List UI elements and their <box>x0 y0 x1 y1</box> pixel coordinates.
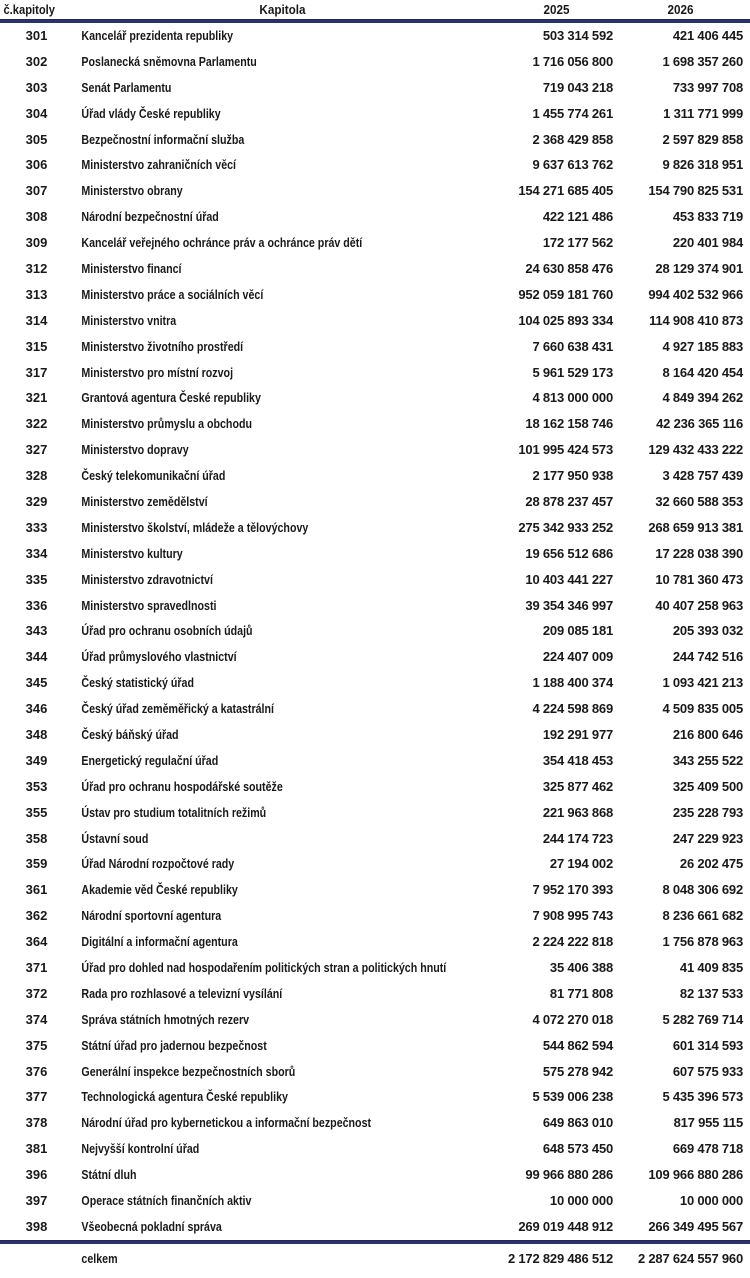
table-row <box>0 852 750 878</box>
table-row <box>0 1085 750 1111</box>
chapter-number-cell: 328 <box>25 468 48 484</box>
table-row <box>0 385 750 411</box>
value-2025-cell: 7 952 170 393 <box>532 882 613 898</box>
value-2026-cell: 8 164 420 454 <box>662 364 743 380</box>
chapter-number-cell: 353 <box>25 778 48 794</box>
chapter-name-cell: Správa státních hmotných rezerv <box>81 1011 250 1027</box>
chapter-number-cell: 312 <box>25 260 48 276</box>
chapter-number-cell: 355 <box>25 804 48 820</box>
chapter-name-cell: Úřad Národní rozpočtové rady <box>81 856 235 872</box>
total-value-2025: 2 172 829 486 512 <box>507 1250 613 1266</box>
table-body <box>0 23 750 1240</box>
value-2025-cell: 28 878 237 457 <box>525 493 613 509</box>
value-2025-cell: 9 637 613 762 <box>532 157 613 173</box>
chapter-name-cell: Senát Parlamentu <box>81 79 172 95</box>
table-row <box>0 308 750 334</box>
table-row <box>0 23 750 49</box>
value-2026-cell: 244 742 516 <box>672 649 743 665</box>
value-2026-cell: 42 236 365 116 <box>656 416 743 432</box>
chapter-name-cell: Úřad pro dohled nad hospodařením politických stran a politických hnutí <box>81 960 447 975</box>
value-2025-cell: 544 862 594 <box>542 1037 613 1053</box>
chapter-name-cell: Ministerstvo kultury <box>81 545 183 561</box>
value-2025-cell: 952 059 181 760 <box>518 286 613 302</box>
chapter-name-cell: Český statistický úřad <box>81 675 194 691</box>
chapter-number-cell: 371 <box>25 960 48 975</box>
chapter-name-cell: Státní úřad pro jadernou bezpečnost <box>81 1037 267 1053</box>
chapter-number-cell: 344 <box>25 649 48 665</box>
value-2026-cell: 220 401 984 <box>672 235 743 251</box>
total-value-2026: 2 287 624 557 960 <box>637 1250 743 1266</box>
value-2026-cell: 10 781 360 473 <box>655 571 743 587</box>
value-2026-cell: 268 659 913 381 <box>648 519 743 535</box>
chapter-number-cell: 335 <box>25 571 48 587</box>
value-2025-cell: 5 539 006 238 <box>532 1089 613 1105</box>
chapter-number-cell: 304 <box>25 105 48 121</box>
value-2026-cell: 4 509 835 005 <box>662 701 743 717</box>
table-row <box>0 489 750 515</box>
table-row <box>0 1059 750 1085</box>
value-2025-cell: 221 963 868 <box>542 804 613 820</box>
chapter-name-cell: Národní bezpečnostní úřad <box>81 209 219 225</box>
chapter-name-cell: Národní sportovní agentura <box>81 908 222 924</box>
table-row <box>0 463 750 489</box>
table-row <box>0 178 750 204</box>
chapter-name-cell: Úřad pro ochranu hospodářské soutěže <box>81 778 283 794</box>
chapter-name-cell: Úřad průmyslového vlastnictví <box>81 649 237 665</box>
chapter-name-cell: Ministerstvo zemědělství <box>81 493 208 509</box>
value-2026-cell: 205 393 032 <box>672 623 743 639</box>
value-2025-cell: 1 716 056 800 <box>532 53 613 69</box>
chapter-number-cell: 315 <box>25 338 48 354</box>
chapter-number-cell: 348 <box>25 726 48 742</box>
value-2026-cell: 5 435 396 573 <box>662 1089 743 1105</box>
chapter-number-cell: 336 <box>25 597 48 613</box>
value-2025-cell: 104 025 893 334 <box>518 312 613 328</box>
chapter-name-cell: Bezpečnostní informační služba <box>81 131 245 147</box>
value-2026-cell: 10 000 000 <box>679 1193 743 1209</box>
chapter-number-cell: 362 <box>25 908 48 924</box>
chapter-name-cell: Ministerstvo průmyslu a obchodu <box>81 416 252 432</box>
value-2025-cell: 422 121 486 <box>542 209 613 225</box>
value-2025-cell: 269 019 448 912 <box>518 1218 613 1234</box>
chapter-number-cell: 308 <box>25 209 48 225</box>
value-2025-cell: 648 573 450 <box>542 1141 613 1157</box>
chapter-name-cell: Kancelář veřejného ochránce práv a ochránce práv dětí <box>81 235 363 251</box>
chapter-number-cell: 309 <box>25 235 48 251</box>
chapter-name-cell: Akademie věd České republiky <box>81 882 238 898</box>
chapter-number-cell: 321 <box>25 390 48 406</box>
chapter-name-cell: Ústav pro studium totalitních režimů <box>81 804 267 820</box>
chapter-name-cell: Národní úřad pro kybernetickou a informační bezpečnost <box>81 1115 372 1131</box>
table-row <box>0 411 750 437</box>
chapter-number-cell: 381 <box>25 1141 48 1157</box>
chapter-number-cell: 343 <box>25 623 48 639</box>
chapter-name-cell: Ministerstvo životního prostředí <box>81 338 244 354</box>
value-2026-cell: 601 314 593 <box>672 1037 743 1053</box>
chapter-number-cell: 398 <box>25 1218 48 1234</box>
value-2025-cell: 5 961 529 173 <box>532 364 613 380</box>
table-row <box>0 334 750 360</box>
chapter-number-cell: 303 <box>25 79 48 95</box>
value-2026-cell: 1 698 357 260 <box>662 53 743 69</box>
value-2025-cell: 7 660 638 431 <box>532 338 613 354</box>
table-row <box>0 1033 750 1059</box>
table-row <box>0 282 750 308</box>
table-row <box>0 696 750 722</box>
value-2026-cell: 1 311 771 999 <box>663 105 743 121</box>
table-row <box>0 955 750 981</box>
value-2025-cell: 4 813 000 000 <box>532 390 613 406</box>
chapter-number-cell: 346 <box>25 701 48 717</box>
chapter-number-cell: 396 <box>25 1167 48 1183</box>
chapter-name-cell: Ministerstvo pro místní rozvoj <box>81 364 234 380</box>
chapter-number-cell: 361 <box>25 882 48 898</box>
table-row <box>0 152 750 178</box>
chapter-number-cell: 345 <box>25 675 48 691</box>
value-2025-cell: 275 342 933 252 <box>518 519 613 535</box>
table-row <box>0 929 750 955</box>
table-row <box>0 1007 750 1033</box>
value-2026-cell: 235 228 793 <box>672 804 743 820</box>
chapter-name-cell: Ministerstvo dopravy <box>81 442 189 458</box>
value-2026-cell: 26 202 475 <box>679 856 743 872</box>
chapter-name-cell: Ministerstvo zahraničních věcí <box>81 157 237 173</box>
chapter-name-cell: Ministerstvo spravedlnosti <box>81 597 217 613</box>
chapter-number-cell: 377 <box>25 1089 48 1105</box>
table-row <box>0 877 750 903</box>
value-2025-cell: 2 368 429 858 <box>532 131 613 147</box>
value-2025-cell: 39 354 346 997 <box>525 597 613 613</box>
chapter-number-cell: 359 <box>25 856 48 872</box>
value-2026-cell: 266 349 495 567 <box>648 1218 743 1234</box>
chapter-number-cell: 327 <box>25 442 48 458</box>
chapter-name-cell: Ministerstvo zdravotnictví <box>81 571 213 587</box>
value-2026-cell: 3 428 757 439 <box>662 468 743 484</box>
table-row <box>0 204 750 230</box>
value-2026-cell: 733 997 708 <box>672 79 743 95</box>
value-2026-cell: 2 597 829 858 <box>662 131 743 147</box>
value-2026-cell: 114 908 410 873 <box>649 312 743 328</box>
chapter-number-cell: 397 <box>25 1193 48 1209</box>
value-2026-cell: 1 093 421 213 <box>662 675 743 691</box>
chapter-number-cell: 307 <box>25 183 48 199</box>
chapter-name-cell: Kancelář prezidenta republiky <box>81 27 234 43</box>
value-2025-cell: 2 177 950 938 <box>532 468 613 484</box>
value-2025-cell: 172 177 562 <box>542 235 613 251</box>
chapter-number-cell: 376 <box>25 1063 48 1079</box>
chapter-name-cell: Technologická agentura České republiky <box>81 1089 288 1105</box>
value-2025-cell: 19 656 512 686 <box>525 545 613 561</box>
value-2026-cell: 994 402 532 966 <box>648 286 743 302</box>
value-2026-cell: 82 137 533 <box>679 985 743 1001</box>
value-2026-cell: 129 432 433 222 <box>648 442 743 458</box>
header-year-2025: 2025 <box>543 2 570 17</box>
value-2026-cell: 28 129 374 901 <box>655 260 743 276</box>
chapter-number-cell: 305 <box>25 131 48 147</box>
chapter-number-cell: 349 <box>25 752 48 768</box>
chapter-name-cell: Ústavní soud <box>81 830 149 846</box>
chapter-name-cell: Český báňský úřad <box>81 726 179 742</box>
table-row <box>0 644 750 670</box>
value-2025-cell: 224 407 009 <box>542 649 613 665</box>
chapter-number-cell: 329 <box>25 493 48 509</box>
chapter-name-cell: Všeobecná pokladní správa <box>81 1218 222 1234</box>
value-2025-cell: 27 194 002 <box>549 856 613 872</box>
value-2025-cell: 325 877 462 <box>542 778 613 794</box>
table-row <box>0 1214 750 1240</box>
header-chapter-name: Kapitola <box>259 2 306 17</box>
chapter-name-cell: Energetický regulační úřad <box>81 752 219 768</box>
value-2026-cell: 8 048 306 692 <box>662 882 743 898</box>
table-row <box>0 75 750 101</box>
chapter-name-cell: Ministerstvo školství, mládeže a tělovýchovy <box>81 519 309 535</box>
chapter-name-cell: Český telekomunikační úřad <box>81 468 226 484</box>
table-row <box>0 49 750 75</box>
chapter-name-cell: Ministerstvo obrany <box>81 183 183 199</box>
chapter-number-cell: 374 <box>25 1011 48 1027</box>
table-row <box>0 515 750 541</box>
chapter-name-cell: Úřad vlády České republiky <box>81 105 221 121</box>
chapter-name-cell: Poslanecká sněmovna Parlamentu <box>81 53 257 69</box>
chapter-number-cell: 375 <box>25 1037 48 1053</box>
value-2025-cell: 649 863 010 <box>542 1115 613 1131</box>
chapter-number-cell: 317 <box>25 364 48 380</box>
value-2026-cell: 817 955 115 <box>673 1115 743 1131</box>
value-2025-cell: 7 908 995 743 <box>532 908 613 924</box>
total-label: celkem <box>81 1250 118 1266</box>
value-2025-cell: 719 043 218 <box>542 79 613 95</box>
value-2026-cell: 41 409 835 <box>679 960 743 975</box>
table-row <box>0 1162 750 1188</box>
value-2025-cell: 4 072 270 018 <box>532 1011 613 1027</box>
chapter-name-cell: Operace státních finančních aktiv <box>81 1193 252 1209</box>
value-2025-cell: 81 771 808 <box>549 985 613 1001</box>
table-row <box>0 127 750 153</box>
chapter-name-cell: Úřad pro ochranu osobních údajů <box>81 623 253 639</box>
chapter-number-cell: 378 <box>25 1115 48 1131</box>
table-row <box>0 541 750 567</box>
chapter-name-cell: Digitální a informační agentura <box>81 934 238 950</box>
table-row <box>0 437 750 463</box>
chapter-number-cell: 364 <box>25 934 48 950</box>
chapter-name-cell: Státní dluh <box>81 1167 137 1183</box>
value-2026-cell: 5 282 769 714 <box>662 1011 743 1027</box>
value-2025-cell: 10 000 000 <box>549 1193 613 1209</box>
table-row <box>0 1110 750 1136</box>
header-year-2026: 2026 <box>667 2 694 17</box>
table-row <box>0 722 750 748</box>
value-2026-cell: 154 790 825 531 <box>648 183 743 199</box>
table-row <box>0 230 750 256</box>
chapter-name-cell: Nejvyšší kontrolní úřad <box>81 1141 200 1157</box>
value-2025-cell: 10 403 441 227 <box>525 571 613 587</box>
table-row <box>0 360 750 386</box>
total-row <box>0 1244 750 1274</box>
value-2026-cell: 1 756 878 963 <box>662 934 743 950</box>
table-row <box>0 101 750 127</box>
chapter-number-cell: 334 <box>25 545 48 561</box>
value-2026-cell: 32 660 588 353 <box>655 493 743 509</box>
value-2025-cell: 154 271 685 405 <box>518 183 613 199</box>
value-2025-cell: 4 224 598 869 <box>532 701 613 717</box>
value-2026-cell: 216 800 646 <box>672 726 743 742</box>
value-2026-cell: 4 927 185 883 <box>662 338 743 354</box>
table-row <box>0 618 750 644</box>
value-2025-cell: 1 188 400 374 <box>532 675 613 691</box>
value-2026-cell: 421 406 445 <box>672 27 743 43</box>
value-2025-cell: 1 455 774 261 <box>532 105 613 121</box>
value-2026-cell: 17 228 038 390 <box>655 545 743 561</box>
chapter-name-cell: Český úřad zeměměřický a katastrální <box>81 701 274 717</box>
value-2026-cell: 453 833 719 <box>672 209 743 225</box>
chapter-number-cell: 333 <box>25 519 48 535</box>
chapter-name-cell: Ministerstvo vnitra <box>81 312 177 328</box>
value-2025-cell: 575 278 942 <box>542 1063 613 1079</box>
value-2026-cell: 40 407 258 963 <box>655 597 743 613</box>
table-row <box>0 256 750 282</box>
value-2025-cell: 2 224 222 818 <box>532 934 613 950</box>
value-2025-cell: 99 966 880 286 <box>525 1167 613 1183</box>
value-2025-cell: 18 162 158 746 <box>525 416 613 432</box>
chapter-number-cell: 301 <box>25 27 48 43</box>
value-2026-cell: 4 849 394 262 <box>662 390 743 406</box>
table-row <box>0 593 750 619</box>
value-2025-cell: 209 085 181 <box>542 623 613 639</box>
value-2026-cell: 9 826 318 951 <box>662 157 743 173</box>
value-2025-cell: 354 418 453 <box>542 752 613 768</box>
chapter-name-cell: Generální inspekce bezpečnostních sborů <box>81 1063 296 1079</box>
table-row <box>0 670 750 696</box>
value-2026-cell: 325 409 500 <box>672 778 743 794</box>
chapter-name-cell: Ministerstvo práce a sociálních věcí <box>81 286 264 302</box>
table-row <box>0 774 750 800</box>
value-2026-cell: 343 255 522 <box>672 752 743 768</box>
value-2025-cell: 24 630 858 476 <box>525 260 613 276</box>
table-row <box>0 981 750 1007</box>
value-2026-cell: 247 229 923 <box>672 830 743 846</box>
chapter-number-cell: 306 <box>25 157 48 173</box>
chapter-number-cell: 314 <box>25 312 48 328</box>
table-row <box>0 567 750 593</box>
chapter-number-cell: 322 <box>25 416 48 432</box>
chapter-number-cell: 313 <box>25 286 48 302</box>
value-2025-cell: 503 314 592 <box>542 27 613 43</box>
table-row <box>0 748 750 774</box>
value-2025-cell: 244 174 723 <box>542 830 613 846</box>
chapter-number-cell: 302 <box>25 53 48 69</box>
chapter-name-cell: Rada pro rozhlasové a televizní vysílání <box>81 985 283 1001</box>
chapter-number-cell: 372 <box>25 985 48 1001</box>
value-2025-cell: 101 995 424 573 <box>518 442 613 458</box>
table-row <box>0 826 750 852</box>
value-2025-cell: 192 291 977 <box>542 726 613 742</box>
table-row <box>0 800 750 826</box>
value-2026-cell: 607 575 933 <box>672 1063 743 1079</box>
value-2026-cell: 8 236 661 682 <box>662 908 743 924</box>
table-row <box>0 903 750 929</box>
header-chapter-number: č.kapitoly <box>3 2 56 17</box>
table-row <box>0 1136 750 1162</box>
value-2025-cell: 35 406 388 <box>549 960 613 975</box>
value-2026-cell: 109 966 880 286 <box>648 1167 743 1183</box>
value-2026-cell: 669 478 718 <box>672 1141 743 1157</box>
table-row <box>0 1188 750 1214</box>
chapter-name-cell: Ministerstvo financí <box>81 260 182 276</box>
chapter-name-cell: Grantová agentura České republiky <box>81 390 261 406</box>
table-header-row <box>0 0 750 19</box>
chapter-number-cell: 358 <box>25 830 48 846</box>
